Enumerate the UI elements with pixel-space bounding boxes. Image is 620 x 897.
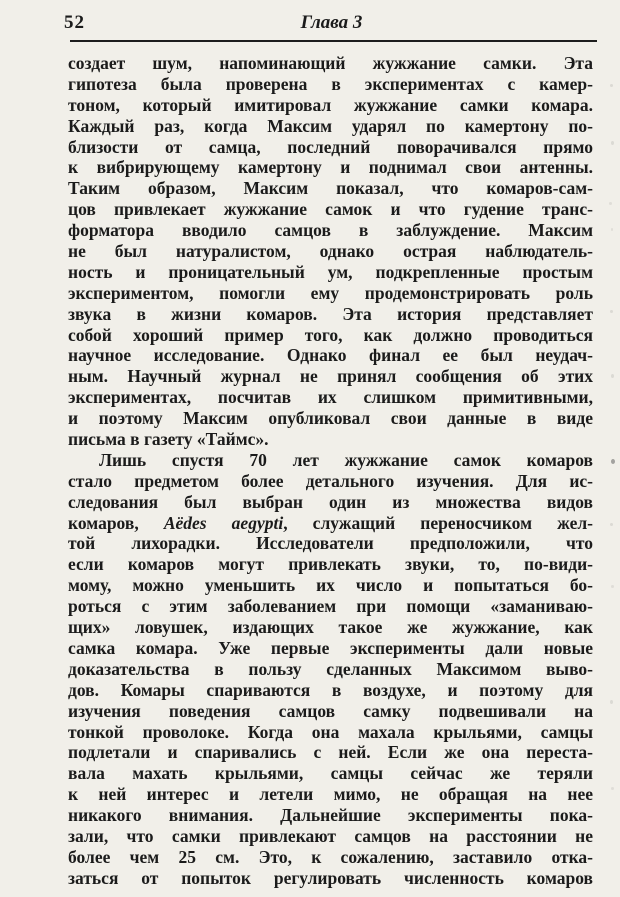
text-line: гипотеза была проверена в экспериментах с камер- xyxy=(68,73,593,94)
text-line: ным. Научный журнал не принял сообщения об этих xyxy=(68,366,593,387)
scan-artifact xyxy=(611,787,614,790)
text-line: близости от самца, последний поворачивался прямо xyxy=(68,136,593,157)
text-line: доказательства в пользу сделанных Максимом выво- xyxy=(68,658,593,679)
text-line: и поэтому Максим опубликовал свои данные в виде xyxy=(68,408,593,429)
text-line: Таким образом, Максим показал, что комаров-сам- xyxy=(68,178,593,199)
species-name-italic: Aëdes aegypti xyxy=(163,512,284,533)
text-line: изучения поведения самцов самку подвешивали на xyxy=(68,700,593,721)
text-line: зали, что самки привлекают самцов на расстоянии не xyxy=(68,825,593,846)
text-line: Лишь спустя 70 лет жужжание самок комаров xyxy=(99,449,593,470)
text-line: той лихорадки. Исследователи предположили, что xyxy=(68,533,593,554)
text-segment: комаров, xyxy=(68,512,164,533)
text-line: более чем 25 см. Это, к сожалению, заставило отка- xyxy=(68,846,593,867)
text-line: стало предметом более детального изучения. Для ис- xyxy=(68,470,593,491)
text-line: дов. Комары спариваются в воздухе, и поэтому для xyxy=(68,679,593,700)
header-rule xyxy=(70,40,597,42)
text-line: если комаров могут привлекать звуки, то, по-види- xyxy=(68,554,593,575)
text-line: тонкой проволоке. Когда она махала крыльями, самцы xyxy=(68,721,593,742)
text-line: тоном, который имитировал жужжание самки комара. xyxy=(68,94,593,115)
text-line: научное исследование. Однако финал ее был неудач- xyxy=(68,345,593,366)
text-line: не был натуралистом, однако острая наблюдатель- xyxy=(68,241,593,262)
scan-artifact xyxy=(611,459,615,464)
text-line: экспериментом, помогли ему продемонстрировать роль xyxy=(68,282,593,303)
page-number: 52 xyxy=(64,12,85,33)
text-line: роться с этим заболеванием при помощи «заманиваю- xyxy=(68,596,593,617)
text-line: мому, можно уменьшить их число и попытаться бо- xyxy=(68,575,593,596)
text-line: подлетали и спаривались с ней. Если же она переста- xyxy=(68,742,593,763)
scan-artifact xyxy=(609,202,612,205)
text-line: к ней интерес и летели мимо, не обращая на нее xyxy=(68,784,593,805)
text-line: форматора вводило самцов в заблуждение. Максим xyxy=(68,220,593,241)
text-line: Каждый раз, когда Максим ударял по камертону по- xyxy=(68,115,593,136)
text-line: собой хороший пример того, как должно проводиться xyxy=(68,324,593,345)
text-line: ность и проницательный ум, подкрепленные простым xyxy=(68,261,593,282)
text-segment: , служащий переносчиком жел- xyxy=(283,512,593,533)
scan-artifact xyxy=(610,84,613,87)
text-line: щих» ловушек, издающих такое же жужжание, как xyxy=(68,617,593,638)
text-line: создает шум, напоминающий жужжание самки. Эта xyxy=(68,53,593,73)
text-line: экспериментах, посчитав их слишком примитивными, xyxy=(68,387,593,408)
text-line: никакого внимания. Дальнейшие эксперименты пока- xyxy=(68,805,593,826)
scan-artifact xyxy=(611,141,614,145)
text-line: следования был выбран один из множества видов xyxy=(68,491,593,512)
text-line: заться от попыток регулировать численность комаров xyxy=(68,867,593,888)
text-line: самка комара. Уже первые эксперименты дали новые xyxy=(68,637,593,658)
scan-artifact xyxy=(611,374,614,378)
scan-artifact xyxy=(611,585,614,588)
text-line: вала махать крыльями, самцы сейчас же теряли xyxy=(68,763,593,784)
text-line: звука в жизни комаров. Эта история представляет xyxy=(68,303,593,324)
scan-artifact xyxy=(610,310,613,313)
text-line: письма в газету «Таймс». xyxy=(68,429,269,450)
text-line: к вибрирующему камертону и поднимал свои антенны. xyxy=(68,157,593,178)
body-text xyxy=(68,53,593,889)
text-line xyxy=(68,513,593,534)
scan-artifact xyxy=(610,700,613,704)
scan-artifact xyxy=(611,228,613,231)
chapter-header: Глава 3 xyxy=(300,12,363,33)
scan-artifact xyxy=(610,523,613,526)
text-line: цов привлекает жужжание самок и что гудение транс- xyxy=(68,199,593,220)
